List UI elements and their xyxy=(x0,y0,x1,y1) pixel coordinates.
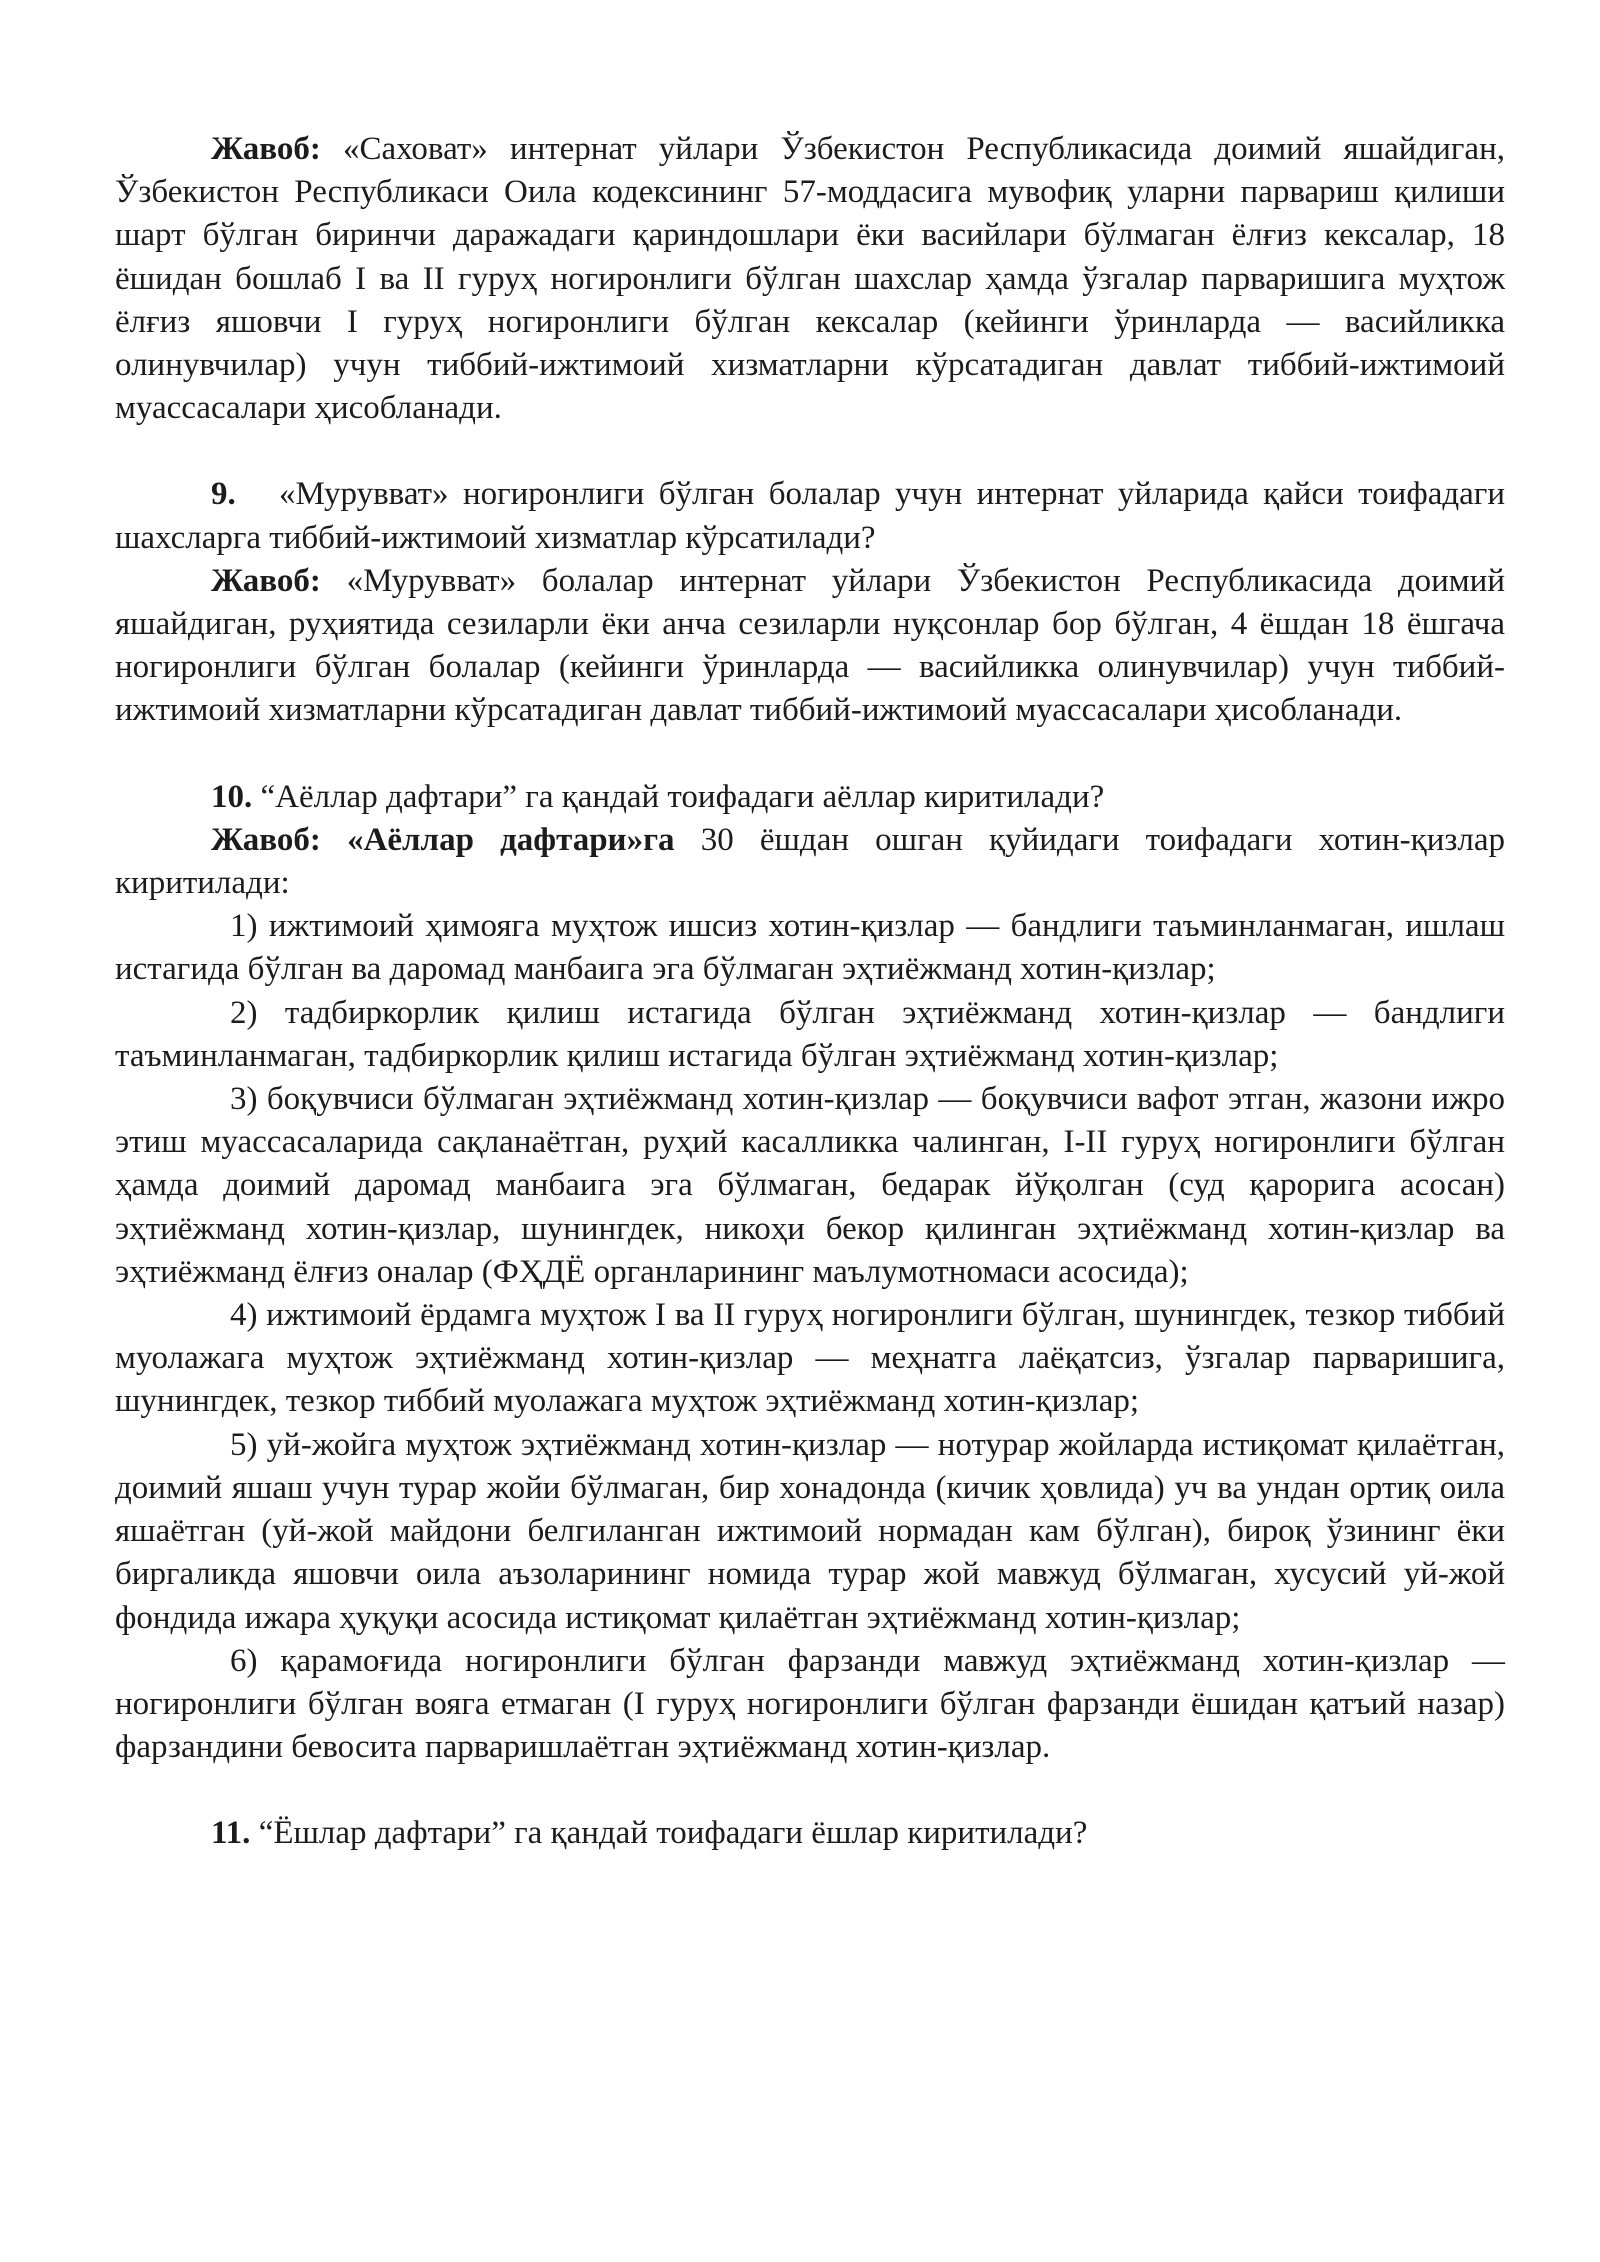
list-item: 6) қарамоғида ногиронлиги бўлган фарзанди мавжуд эҳтиёжманд хотин-қизлар — ногиронлиги бўлган вояга етмаган (I гуруҳ ногиронлиги бўлган фарзанди ёшидан қатъий назар) фарзандини бевосита парваришлаётган эҳтиёжманд хотин-қизлар. xyxy=(115,1642,1505,1766)
question-number: 9. xyxy=(211,476,236,513)
list-item: 5) уй-жойга муҳтож эҳтиёжманд хотин-қизлар — нотурар жойларда истиқомат қилаётган, доимий яшаш учун турар жойи бўлмаган, бир хонадонда (кичик ҳовлида) уч ва ундан ортиқ оила яшаётган (уй-жой майдони белгиланган ижтимоий нормадан кам бўлган), бироқ ўзининг ёки биргаликда яшовчи оила аъзоларининг номида турар жой мавжуд бўлмаган, хусусий уй-жой фондида ижара ҳуқуқи асосида истиқомат қилаётган эҳтиёжманд хотин-қизлар; xyxy=(115,1426,1505,1636)
question-number: 10. xyxy=(211,778,253,815)
paragraph-gap xyxy=(115,1769,1505,1812)
answer-bold-term: «Аёллар дафтари»га xyxy=(347,821,675,858)
answer-label: Жавоб: xyxy=(211,562,321,599)
answer-paragraph xyxy=(115,128,1505,430)
answer-label: Жавоб: xyxy=(211,131,321,167)
question-text: “Ёшлар дафтари” га қандай тоифадаги ёшлар киритилади? xyxy=(258,1815,1088,1852)
answer-text: 30 ёшдан ошган қуйидаги тоифадаги хотин-қизлар киритилади: xyxy=(115,821,1506,902)
answer-paragraph xyxy=(115,819,1505,905)
list-item: 2) тадбиркорлик қилиш истагида бўлган эҳтиёжманд хотин-қизлар — бандлиги таъминланмаган, тадбиркорлик қилиш истагида бўлган эҳтиёжманд хотин-қизлар; xyxy=(115,994,1505,1074)
list-item: 3) боқувчиси бўлмаган эҳтиёжманд хотин-қизлар — боқувчиси вафот этган, жазони ижро этиш муассасаларида сақланаётган, руҳий касалликка чалинган, I-II гуруҳ ногиронлиги бўлган ҳамда доимий даромад манбаига эга бўлмаган, бедарак йўқолган (суд қарорига асосан) эҳтиёжманд хотин-қизлар, шунингдек, никоҳи бекор қилинган эҳтиёжманд хотин-қизлар ва эҳтиёжманд ёлғиз оналар (ФҲДЁ органларининг маълумотномаси асосида); xyxy=(115,1081,1505,1290)
paragraph-gap xyxy=(115,430,1505,473)
question-number: 11. xyxy=(211,1815,251,1852)
list-item: 1) ижтимоий ҳимояга муҳтож ишсиз хотин-қизлар — бандлиги таъминланмаган, ишлаш истагида бўлган ва даромад манбаига эга бўлмаган эҳтиёжманд хотин-қизлар; xyxy=(115,908,1505,988)
question-paragraph xyxy=(115,1812,1505,1855)
answer-text: «Саховат» интернат уйлари Ўзбекистон Республикасида доимий яшайдиган, Ўзбекистон Республикаси Оила кодексининг 57-моддасига мувофиқ уларни парвариш қилиши шарт бўлган биринчи даражадаги қариндошлари ёки васийлари бўлмаган ёлғиз кексалар, 18 ёшидан бошлаб I ва II гуруҳ ногиронлиги бўлган шахслар ҳамда ўзгалар парваришига муҳтож ёлғиз яшовчи I гуруҳ ногиронлиги бўлган кексалар (кейинги ўринларда — васийликка олинувчилар) учун тиббий-ижтимоий хизматларни кўрсатадиган давлат тиббий-ижтимоий муассасалари ҳисобланади. xyxy=(115,131,1505,427)
paragraph-gap xyxy=(115,733,1505,776)
list-item: 4) ижтимоий ёрдамга муҳтож I ва II гуруҳ ногиронлиги бўлган, шунингдек, тезкор тиббий муолажага муҳтож эҳтиёжманд хотин-қизлар — меҳнатга лаёқатсиз, ўзгалар парваришига, шунингдек, тезкор тиббий муолажага муҳтож эҳтиёжманд хотин-қизлар; xyxy=(115,1297,1505,1420)
question-text: «Мурувват» ногиронлиги бўлган болалар учун интернат уйларида қайси тоифадаги шахсларга тиббий-ижтимоий хизматлар кўрсатилади? xyxy=(115,476,1505,556)
document-page xyxy=(115,128,1505,1856)
answer-label: Жавоб: xyxy=(211,821,321,858)
answer-paragraph xyxy=(115,560,1505,733)
answer-text: «Мурувват» болалар интернат уйлари Ўзбекистон Республикасида доимий яшайдиган, руҳиятида сезиларли ёки анча сезиларли нуқсонлар бор бўлган, 4 ёшдан 18 ёшгача ногиронлиги бўлган болалар (кейинги ўринларда — васийликка олинувчилар) учун тиббий-ижтимоий хизматларни кўрсатадиган давлат тиббий-ижтимоий муассасалари ҳисобланади. xyxy=(115,562,1506,729)
question-text: “Аёллар дафтари” га қандай тоифадаги аёллар киритилади? xyxy=(260,778,1105,815)
question-paragraph xyxy=(115,473,1505,559)
question-paragraph xyxy=(115,776,1505,819)
